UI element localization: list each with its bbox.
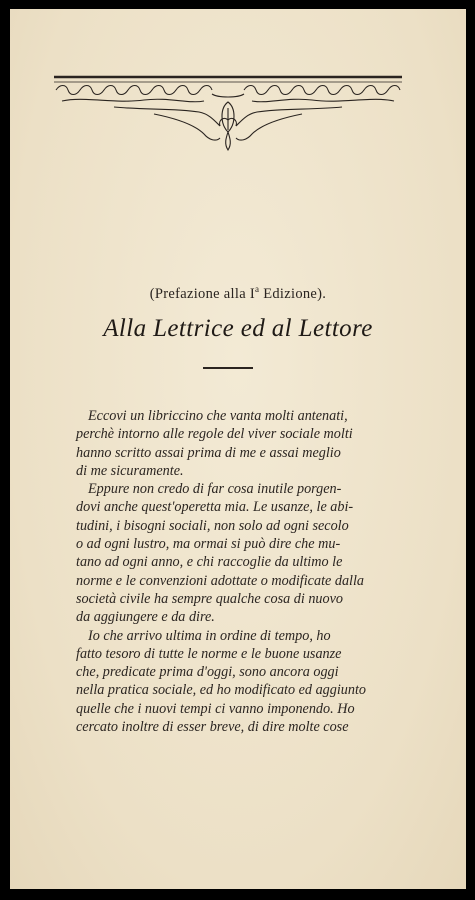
text-line: che, predicate prima d'oggi, sono ancora oggi: [76, 664, 339, 681]
text-line: fatto tesoro di tutte le norme e le buone usanze: [76, 645, 342, 662]
text-line: tano ad ogni anno, e chi raccoglie da ultimo le: [76, 554, 343, 571]
text-line: norme e le convenzioni adottate o modificate dalla: [76, 572, 365, 589]
text-line: dovi anche quest'operetta mia. Le usanze, le abi-: [76, 499, 354, 516]
edition-note: [10, 284, 466, 303]
page-title: Alla Lettrice ed al Lettore: [103, 315, 373, 342]
edition-note-text: (Prefazione alla I: [149, 285, 255, 302]
text-line: Eppure non credo di far cosa inutile porgen-: [88, 481, 342, 498]
text-line: tudini, i bisogni sociali, non solo ad ogni secolo: [76, 517, 349, 534]
text-line: hanno scritto assai prima di me e assai meglio: [76, 444, 341, 461]
text-line: società civile ha sempre qualche cosa di nuovo: [76, 590, 343, 607]
text-line: di me sicuramente.: [76, 462, 184, 479]
text-line: o ad ogni lustro, ma ormai si può dire che mu-: [76, 536, 341, 553]
decorative-header-ornament: [54, 74, 402, 154]
text-line: Eccovi un libriccino che vanta molti antenati,: [88, 408, 348, 424]
preface-text: [76, 407, 410, 736]
text-line: quelle che i nuovi tempi ci vanno imponendo. Ho: [76, 700, 355, 717]
text-line: da aggiungere e da dire.: [76, 609, 215, 626]
edition-note-suffix: Edizione).: [259, 285, 327, 302]
text-line: perchè intorno alle regole del viver sociale molti: [76, 426, 353, 443]
edition-superscript: a: [255, 284, 260, 294]
text-line: cercato inoltre di esser breve, di dire molte cose: [76, 719, 349, 736]
book-page: [10, 9, 466, 889]
text-line: nella pratica sociale, ed ho modificato ed aggiunto: [76, 682, 367, 699]
title-divider: [203, 367, 253, 369]
text-line: Io che arrivo ultima in ordine di tempo, ho: [88, 627, 331, 644]
